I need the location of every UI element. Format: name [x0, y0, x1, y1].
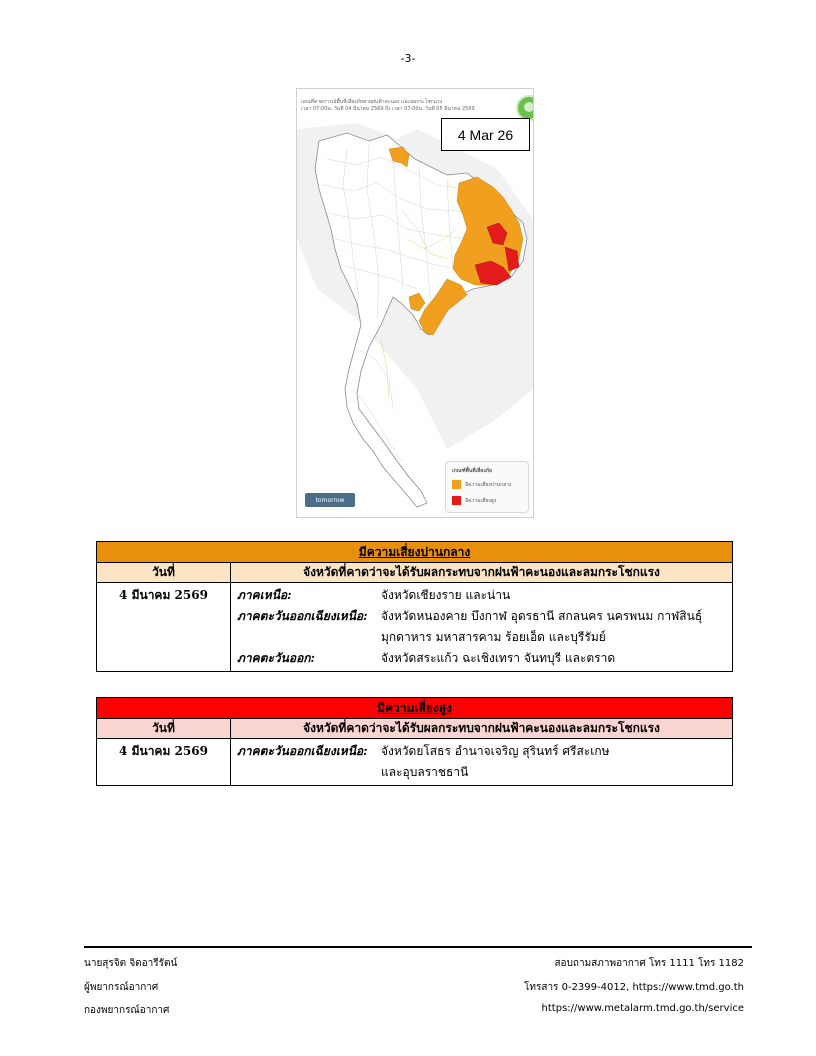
footer-fax[interactable]: โทรสาร 0-2399-4012, https://www.tmd.go.th — [524, 982, 744, 993]
province-list: จังหวัดยโสธร อำนาจเจริญ สุรินทร์ ศรีสะเกษ — [381, 744, 610, 758]
region-label: ภาคตะวันออกเฉียงเหนือ: — [237, 744, 368, 758]
region-label: ภาคเหนือ: — [237, 588, 292, 602]
medium-col-date: วันที่ — [97, 563, 231, 583]
risk-map — [296, 88, 534, 518]
provider-badge: tomorrow — [305, 493, 355, 507]
forecaster-division: กองพยากรณ์อากาศ — [84, 1005, 170, 1016]
high-col-provinces: จังหวัดที่คาดว่าจะได้รับผลกระทบจากฝนฟ้าคะนองและลมกระโชกแรง — [231, 719, 733, 739]
region-label: ภาคตะวันออก: — [237, 651, 315, 665]
legend-title: เกณฑ์พื้นที่เสี่ยงภัย — [452, 468, 492, 474]
map-title-line2: เวลา 07:00น. วันที่ 04 มีนาคม 2569 ถึง เวลา 07:00น. วันที่ 05 มีนาคม 2569 — [301, 106, 475, 112]
province-list: จังหวัดหนองคาย บึงกาฬ อุดรธานี สกลนคร นครพนม กาฬสินธุ์ — [381, 609, 703, 623]
footer-url[interactable]: https://www.metalarm.tmd.go.th/service — [541, 1003, 744, 1014]
region-label: ภาคตะวันออกเฉียงเหนือ: — [237, 609, 368, 623]
footer-divider — [84, 946, 752, 948]
high-provinces-cell — [231, 739, 733, 786]
medium-risk-table — [96, 541, 733, 672]
province-list: จังหวัดสระแก้ว ฉะเชิงเทรา จันทบุรี และตราด — [381, 651, 616, 665]
legend-swatch-medium — [452, 480, 461, 489]
map-date-box: 4 Mar 26 — [441, 118, 530, 151]
map-legend — [445, 461, 529, 513]
medium-row-northeast — [237, 606, 726, 627]
map-title-line1: แผนที่คาดการณ์พื้นที่เสี่ยงภัยพายุฝนฟ้าคะนอง และลมกระโชกแรง — [301, 99, 443, 105]
medium-row-north — [237, 585, 726, 606]
forecaster-position: ผู้พยากรณ์อากาศ — [84, 982, 159, 993]
medium-risk-title: มีความเสี่ยงปานกลาง — [97, 542, 733, 563]
legend-item-high — [452, 496, 496, 505]
medium-row-east — [237, 648, 726, 669]
legend-label-high: มีความเสี่ยงสูง — [465, 497, 497, 504]
legend-label-medium: มีความเสี่ยงปานกลาง — [465, 481, 512, 488]
high-risk-title: มีความเสี่ยงสูง — [97, 698, 733, 719]
province-list-continued: มุกดาหาร มหาสารคาม ร้อยเอ็ด และบุรีรัมย์ — [381, 630, 606, 644]
page-number: -3- — [400, 52, 416, 65]
forecaster-name: นายสุรจิต จิตอารีรัตน์ — [84, 958, 178, 969]
medium-date: 4 มีนาคม 2569 — [97, 583, 231, 672]
medium-provinces-cell — [231, 583, 733, 672]
high-col-date: วันที่ — [97, 719, 231, 739]
high-risk-table — [96, 697, 733, 786]
medium-col-provinces: จังหวัดที่คาดว่าจะได้รับผลกระทบจากฝนฟ้าคะนองและลมกระโชกแรง — [231, 563, 733, 583]
high-row-northeast — [237, 741, 726, 762]
legend-item-medium — [452, 480, 511, 489]
province-list: จังหวัดเชียงราย และน่าน — [381, 588, 511, 602]
high-date: 4 มีนาคม 2569 — [97, 739, 231, 786]
footer-phone: สอบถามสภาพอากาศ โทร 1111 โทร 1182 — [554, 958, 744, 969]
legend-swatch-high — [452, 496, 461, 505]
province-list-continued: และอุบลราชธานี — [381, 765, 469, 779]
thailand-map — [297, 89, 533, 517]
